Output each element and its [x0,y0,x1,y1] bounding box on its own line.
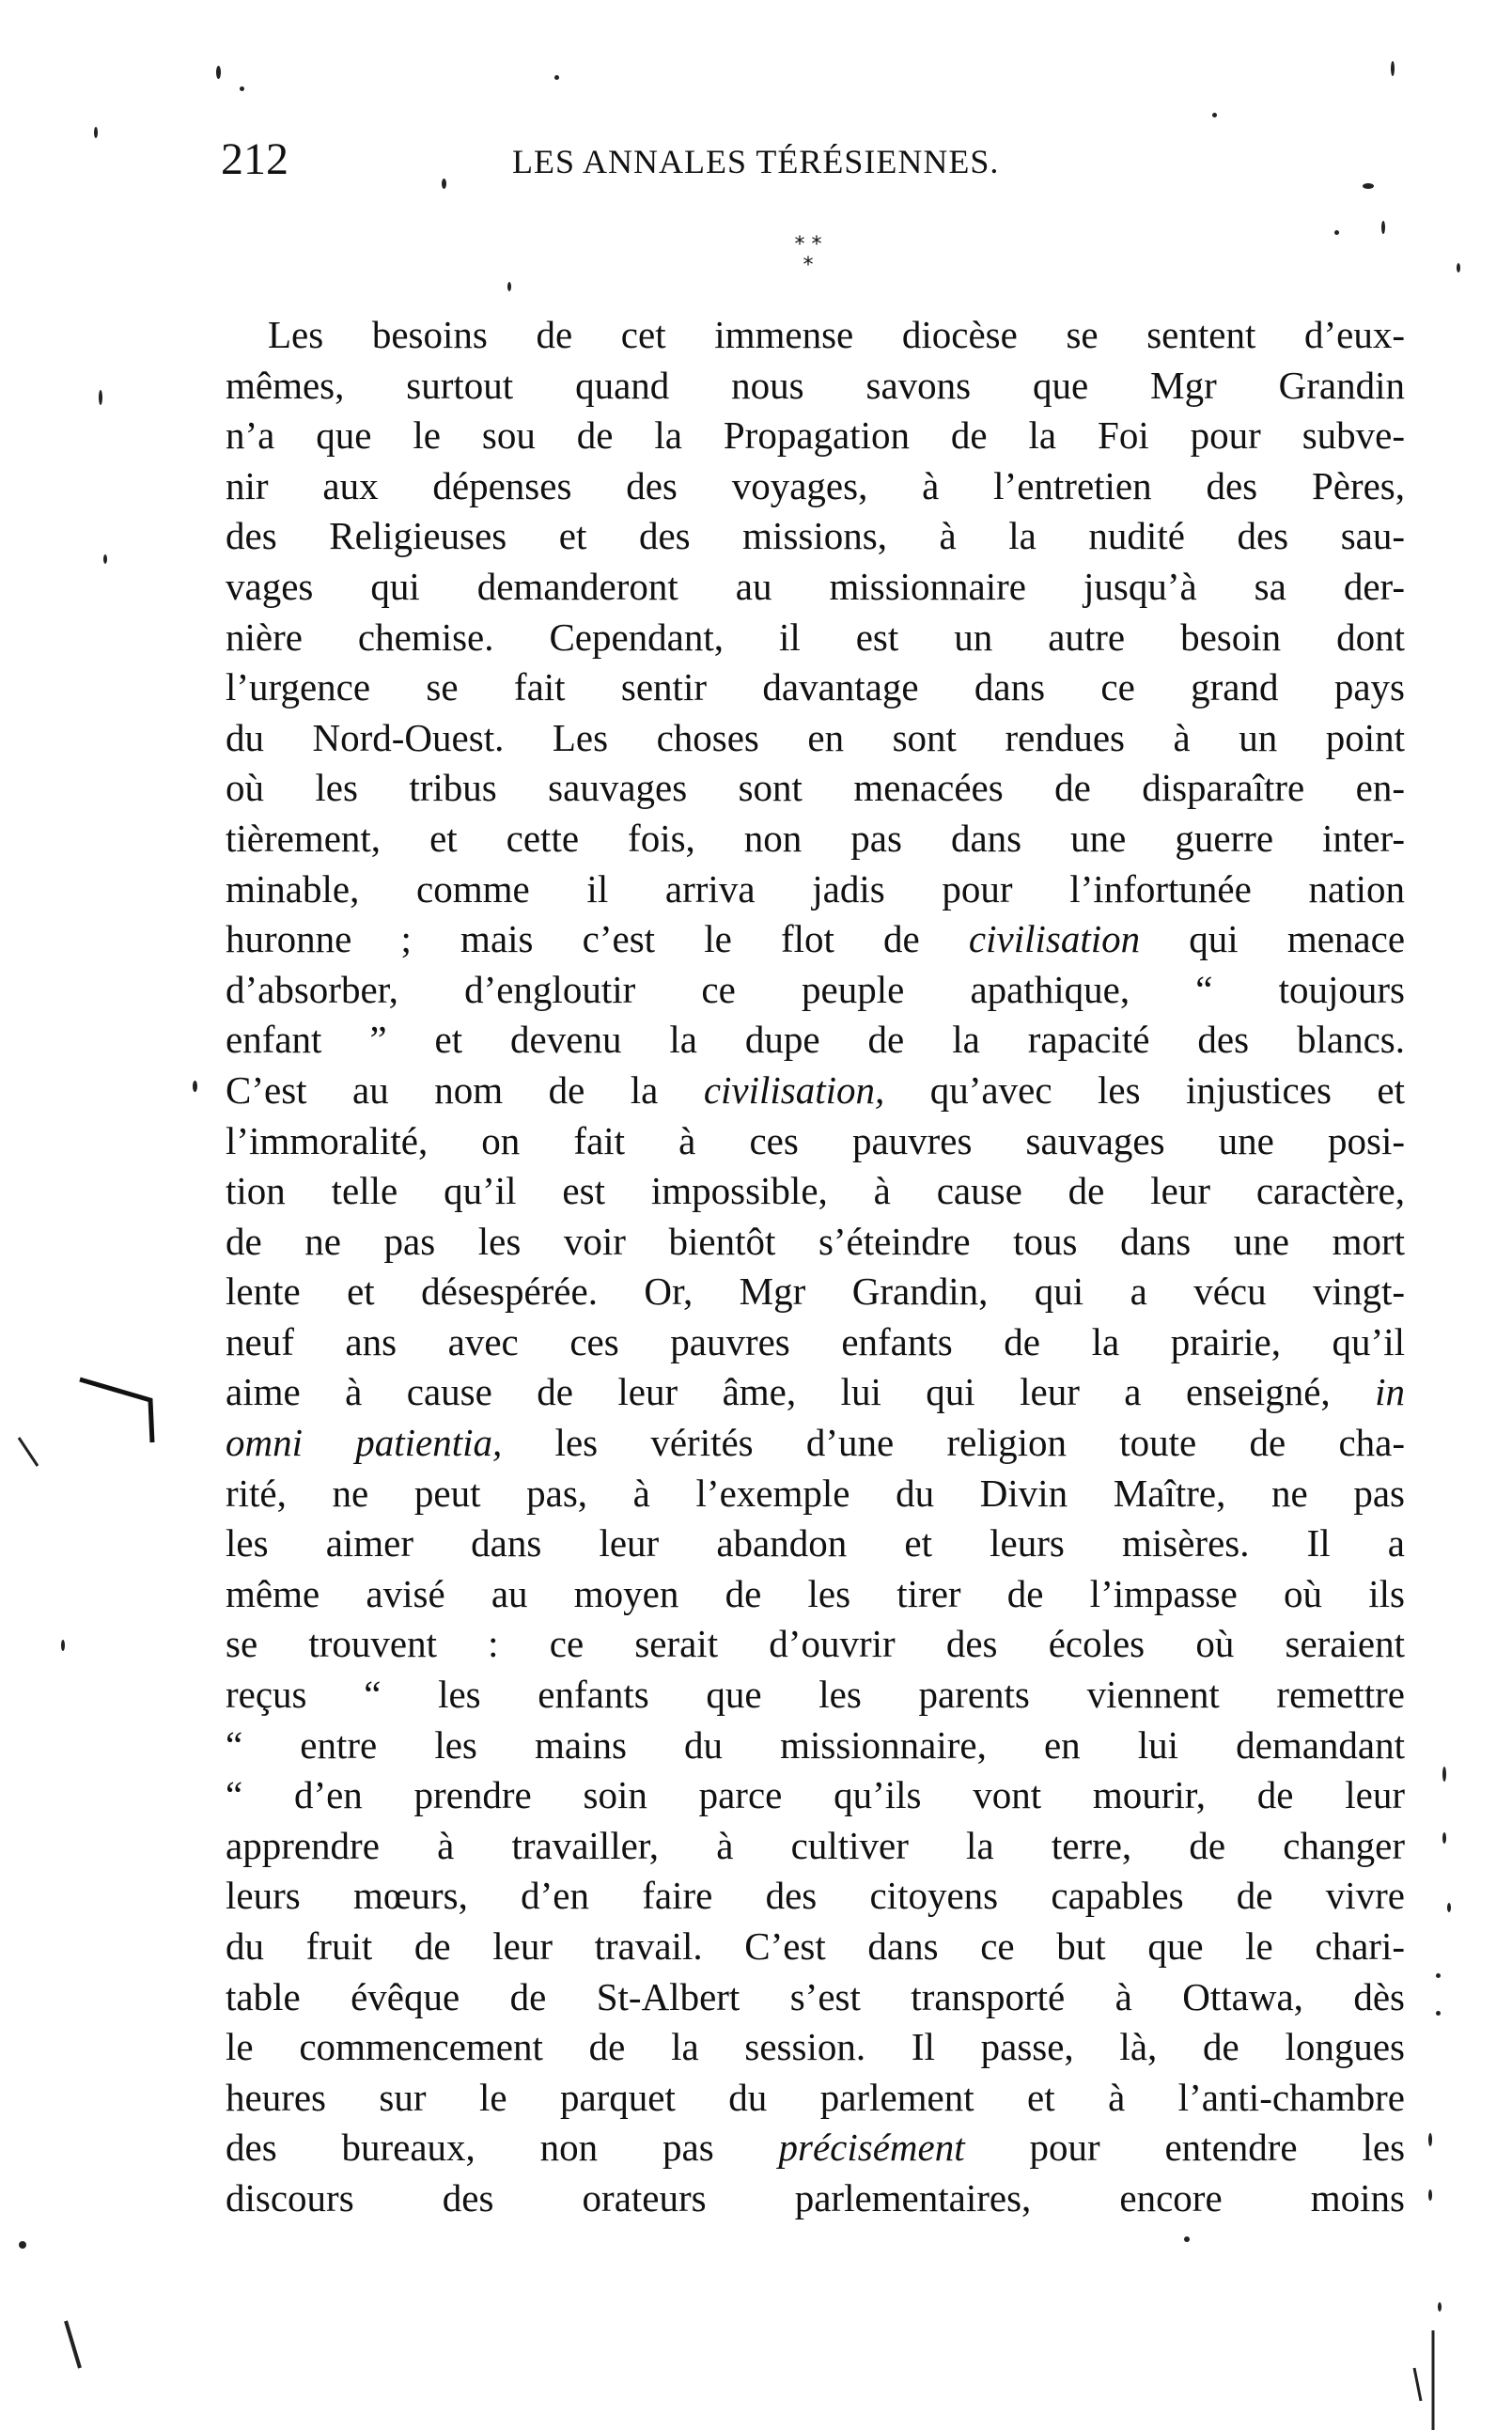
text-line: leurs mœurs, d’en faire des citoyens capables de vivre [226,1874,1405,1918]
italic-phrase: omni patientia, [226,1421,503,1465]
text-line: “ d’en prendre soin parce qu’ils vont mourir, de leur [226,1773,1405,1817]
italic-word: civilisation [968,917,1141,961]
text-segment: qu’avec les injustices et [929,1067,1405,1112]
text-line: d’absorber, d’engloutir ce peuple apathique, “ toujours [226,967,1405,1011]
italic-word: in [1375,1370,1405,1414]
text-line: discours des orateurs parlementaires, encore moins [226,2175,1405,2220]
text-line: même avisé au moyen de les tirer de l’impasse où ils [226,1571,1405,1615]
text-line: où les tribus sauvages sont menacées de disparaître en- [226,766,1405,810]
text-line: “ entre les mains du missionnaire, en lui demandant [226,1722,1405,1767]
italic-word: civilisation, [703,1067,885,1112]
page-number: 212 [221,134,288,184]
text-segment: des bureaux, non pas [226,2126,714,2170]
text-segment: C’est au nom de la [226,1067,659,1112]
text-line: nir aux dépenses des voyages, à l’entretien des Pères, [226,463,1405,507]
pen-stroke [66,2321,80,2368]
text-line: n’a que le sou de la Propagation de la Foi pour subve- [226,413,1405,458]
text-segment: qui menace [1189,917,1405,961]
text-segment: les vérités d’une religion toute de cha- [554,1421,1405,1465]
text-line: les aimer dans leur abandon et leurs misères. Il a [226,1521,1405,1565]
text-line: lente et désespérée. Or, Mgr Grandin, qui a vécu vingt- [226,1270,1405,1314]
text-line: des Religieuses et des missions, à la nudité des sau- [226,514,1405,558]
text-line: nière chemise. Cependant, il est un autre besoin dont [226,615,1405,659]
text-line: de ne pas les voir bientôt s’éteindre tous dans une mort [226,1219,1405,1263]
text-line: enfant ” et devenu la dupe de la rapacité des blancs. [226,1018,1405,1062]
ornament-bottom-star: * [803,254,814,277]
text-line: du Nord-Ouest. Les choses en sont rendues à un point [226,715,1405,759]
text-line: tièrement, et cette fois, non pas dans une guerre inter- [226,816,1405,860]
text-line: rité, ne peut pas, à l’exemple du Divin Maître, ne pas [226,1471,1405,1515]
pen-stroke [19,1438,38,1466]
text-line: reçus “ les enfants que les parents viennent remettre [226,1673,1405,1717]
text-segment: huronne ; mais c’est le flot de [226,917,920,961]
text-line: minable, comme il arriva jadis pour l’infortunée nation [226,866,1405,911]
text-line: neuf ans avec ces pauvres enfants de la prairie, qu’il [226,1319,1405,1363]
text-line: Les besoins de cet immense diocèse se sentent d’eux- [268,313,1405,356]
text-line: heures sur le parquet du parlement et à l’anti-chambre [226,2075,1405,2119]
text-line: apprendre à travailler, à cultiver la terre, de changer [226,1823,1405,1867]
pen-stroke [80,1379,152,1442]
text-line: du fruit de leur travail. C’est dans ce but que le chari- [226,1924,1405,1968]
text-line: se trouvent : ce serait d’ouvrir des écoles où seraient [226,1622,1405,1666]
text-segment: aime à cause de leur âme, lui qui leur a enseigné, [226,1370,1331,1414]
text-line: le commencement de la session. Il passe, là, de longues [226,2025,1405,2069]
italic-word: précisément [778,2126,965,2170]
ornament-top-stars: * * [794,233,822,257]
text-line: mêmes, surtout quand nous savons que Mgr Grandin [226,363,1405,407]
text-line: l’urgence se fait sentir davantage dans ce grand pays [226,665,1405,709]
text-segment: pour entendre les [1029,2126,1405,2170]
text-line: vages qui demanderont au missionnaire jusqu’à sa der- [226,564,1405,608]
running-title: LES ANNALES TÉRÉSIENNES. [512,143,1000,180]
text-line: l’immoralité, on fait à ces pauvres sauvages une posi- [226,1118,1405,1162]
pen-stroke [1414,2368,1421,2401]
text-line: tion telle qu’il est impossible, à cause de leur caractère, [226,1169,1405,1213]
text-line: table évêque de St-Albert s’est transporté à Ottawa, dès [226,1974,1405,2018]
